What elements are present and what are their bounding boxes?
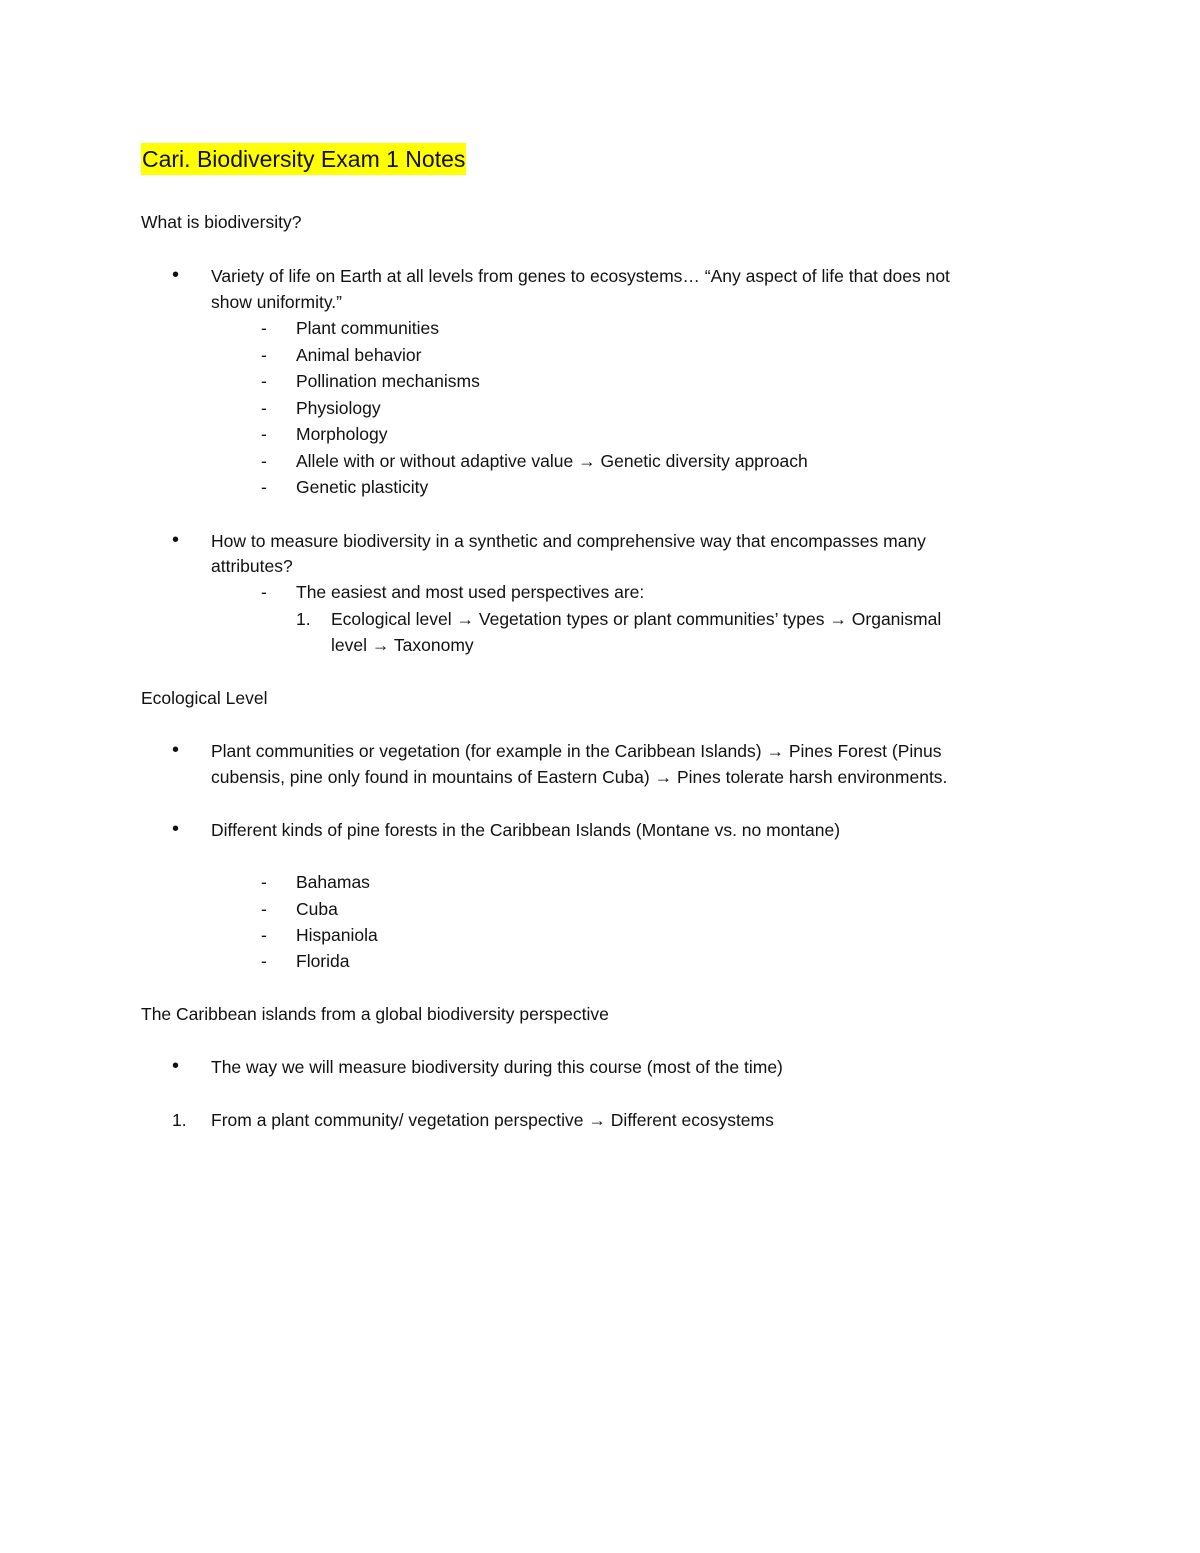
numbered-item-text: Organismal	[851, 609, 942, 629]
dash-glyph: -	[261, 899, 267, 919]
bullet-glyph: •	[172, 1055, 180, 1077]
sub-list-item: Cuba	[296, 899, 338, 919]
arrow-right-icon: →	[578, 451, 596, 471]
numbered-item	[211, 1109, 774, 1131]
section-heading-global-perspective: The Caribbean islands from a global biodiversity perspective	[141, 1004, 609, 1024]
page-title: Cari. Biodiversity Exam 1 Notes	[141, 143, 466, 175]
numbered-item-text: level	[331, 635, 367, 655]
sub-list-item-text: Genetic diversity approach	[600, 451, 808, 471]
list-item-text: Different kinds of pine forests in the Caribbean Islands (Montane vs. no montane)	[211, 820, 841, 840]
bullet-glyph: •	[172, 529, 180, 551]
arrow-right-icon: →	[588, 1110, 606, 1130]
list-item-text-continued: attributes?	[211, 556, 293, 576]
sub-list-item: Bahamas	[296, 872, 370, 892]
list-item-text-continued	[211, 766, 947, 788]
list-item-text-continued: show uniformity.”	[211, 292, 342, 312]
dash-glyph: -	[261, 424, 267, 444]
sub-list-item: Hispaniola	[296, 925, 378, 945]
dash-glyph: -	[261, 398, 267, 418]
arrow-right-icon: →	[371, 635, 390, 655]
dash-glyph: -	[261, 925, 267, 945]
sub-list-item: Physiology	[296, 398, 381, 418]
sub-list-item: Plant communities	[296, 318, 439, 338]
dash-glyph: -	[261, 345, 267, 365]
list-item-text-part: cubensis, pine only found in mountains of Eastern Cuba)	[211, 767, 650, 787]
sub-list-item	[296, 450, 808, 472]
list-item-text-part: Plant communities or vegetation (for example in the Caribbean Islands)	[211, 741, 762, 761]
dash-glyph: -	[261, 477, 267, 497]
sub-list-item: Genetic plasticity	[296, 477, 429, 497]
dash-glyph: -	[261, 318, 267, 338]
arrow-right-icon: →	[654, 767, 673, 787]
numbered-item-text: From a plant community/ vegetation perspective	[211, 1110, 584, 1130]
list-item-text: How to measure biodiversity in a synthetic and comprehensive way that encompasses many	[211, 531, 926, 551]
numbered-item-text: Ecological level	[331, 609, 452, 629]
list-item-text	[211, 740, 942, 762]
sub-list-item: Morphology	[296, 424, 388, 444]
sub-list-item: The easiest and most used perspectives are:	[296, 582, 645, 602]
bullet-glyph: •	[172, 818, 180, 840]
bullet-glyph: •	[172, 264, 180, 286]
dash-glyph: -	[261, 582, 267, 602]
sub-list-item-text: Allele with or without adaptive value	[296, 451, 574, 471]
numbered-item-number: 1.	[172, 1110, 187, 1130]
arrow-right-icon: →	[456, 609, 474, 629]
numbered-item-continued	[331, 634, 474, 656]
dash-glyph: -	[261, 872, 267, 892]
list-item-text: The way we will measure biodiversity during this course (most of the time)	[211, 1057, 783, 1077]
list-item-text-part: Pines tolerate harsh environments.	[677, 767, 948, 787]
sub-list-item: Pollination mechanisms	[296, 371, 480, 391]
numbered-item-text: Different ecosystems	[610, 1110, 774, 1130]
numbered-item	[331, 608, 941, 630]
sub-list-item: Florida	[296, 951, 350, 971]
dash-glyph: -	[261, 371, 267, 391]
dash-glyph: -	[261, 951, 267, 971]
arrow-right-icon: →	[829, 609, 847, 629]
sub-list-item: Animal behavior	[296, 345, 422, 365]
bullet-glyph: •	[172, 739, 180, 761]
list-item-text: Variety of life on Earth at all levels from genes to ecosystems… “Any aspect of life that does not	[211, 266, 950, 286]
list-item-text-part: Pines Forest (Pinus	[788, 741, 942, 761]
numbered-item-text: Vegetation types or plant communities’ types	[478, 609, 825, 629]
section-heading-ecological-level: Ecological Level	[141, 688, 268, 708]
numbered-item-text: Taxonomy	[393, 635, 474, 655]
section-heading-what-is-biodiversity: What is biodiversity?	[141, 212, 302, 232]
arrow-right-icon: →	[766, 741, 784, 761]
dash-glyph: -	[261, 451, 267, 471]
numbered-item-number: 1.	[296, 609, 311, 629]
